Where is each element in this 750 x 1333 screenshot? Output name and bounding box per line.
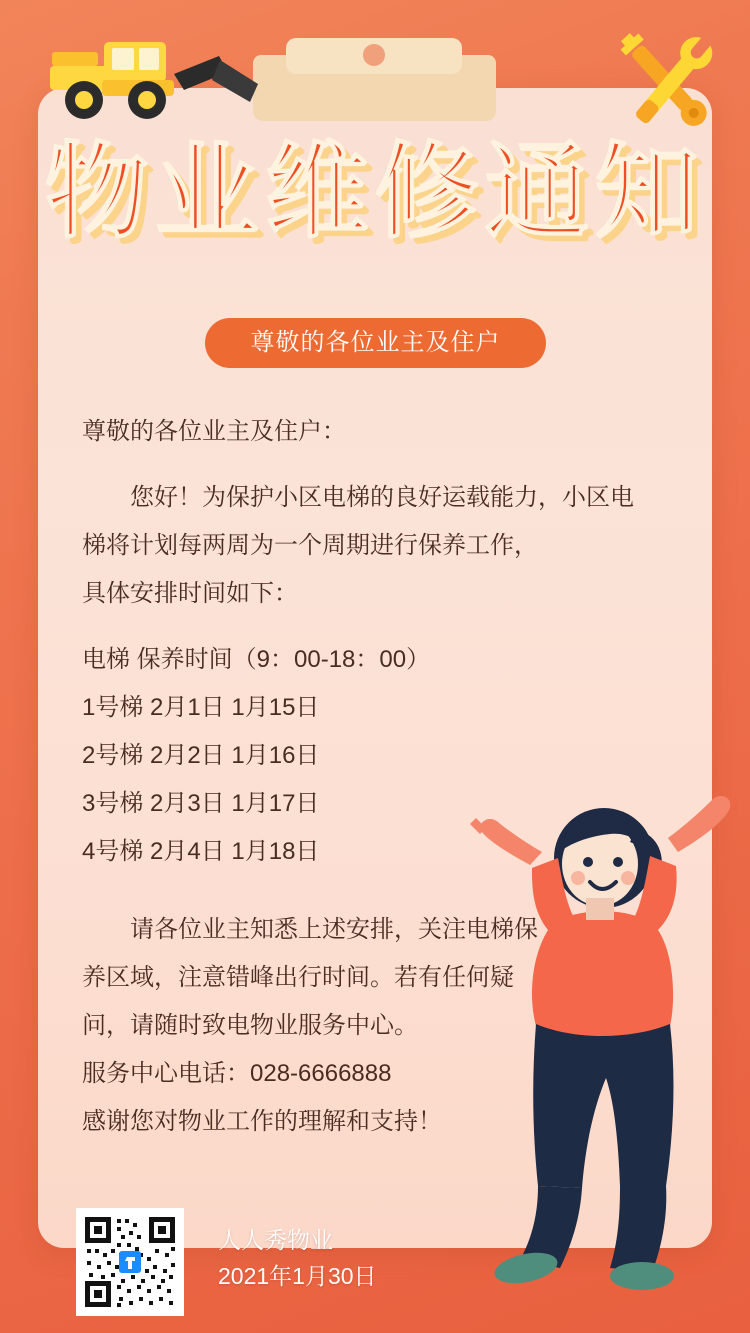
subtitle-pill: 尊敬的各位业主及住户 [205, 318, 546, 368]
schedule-row: 2号梯 2月2日 1月16日 [82, 742, 320, 769]
intro-line-1: 您好！为保护小区电梯的良好运载能力，小区电 [130, 484, 634, 511]
intro-line-2: 梯将计划每两周为一个周期进行保养工作， [82, 532, 538, 559]
service-phone: 服务中心电话：028-6666888 [82, 1060, 392, 1087]
notice-line-1: 请各位业主知悉上述安排，关注电梯保 [130, 916, 538, 943]
intro-line-3: 具体安排时间如下： [82, 580, 298, 607]
tractor-icon [44, 32, 274, 120]
schedule-row: 4号梯 2月4日 1月18日 [82, 838, 320, 865]
schedule-row: 1号梯 2月1日 1月15日 [82, 694, 320, 721]
schedule-row: 3号梯 2月3日 1月17日 [82, 790, 320, 817]
waving-person-illustration [470, 790, 742, 1290]
page-title: 物业维修通知 [44, 131, 705, 253]
wrench-screwdriver-icon [606, 22, 732, 146]
clipboard-clip-hole-icon [363, 44, 385, 66]
footer-info [218, 1222, 377, 1294]
spacer [82, 618, 642, 636]
salutation: 尊敬的各位业主及住户： [82, 418, 346, 445]
footer-date: 2021年1月30日 [218, 1263, 377, 1289]
qr-code[interactable] [76, 1208, 184, 1316]
footer-org: 人人秀物业 [218, 1227, 333, 1253]
notice-line-3: 问，请随时致电物业服务中心。 [82, 1012, 418, 1039]
thanks-line: 感谢您对物业工作的理解和支持！ [82, 1108, 442, 1135]
notice-line-2: 养区域，注意错峰出行时间。若有任何疑 [82, 964, 514, 991]
spacer [82, 456, 642, 474]
schedule-header: 电梯 保养时间（9：00-18：00） [82, 646, 431, 673]
